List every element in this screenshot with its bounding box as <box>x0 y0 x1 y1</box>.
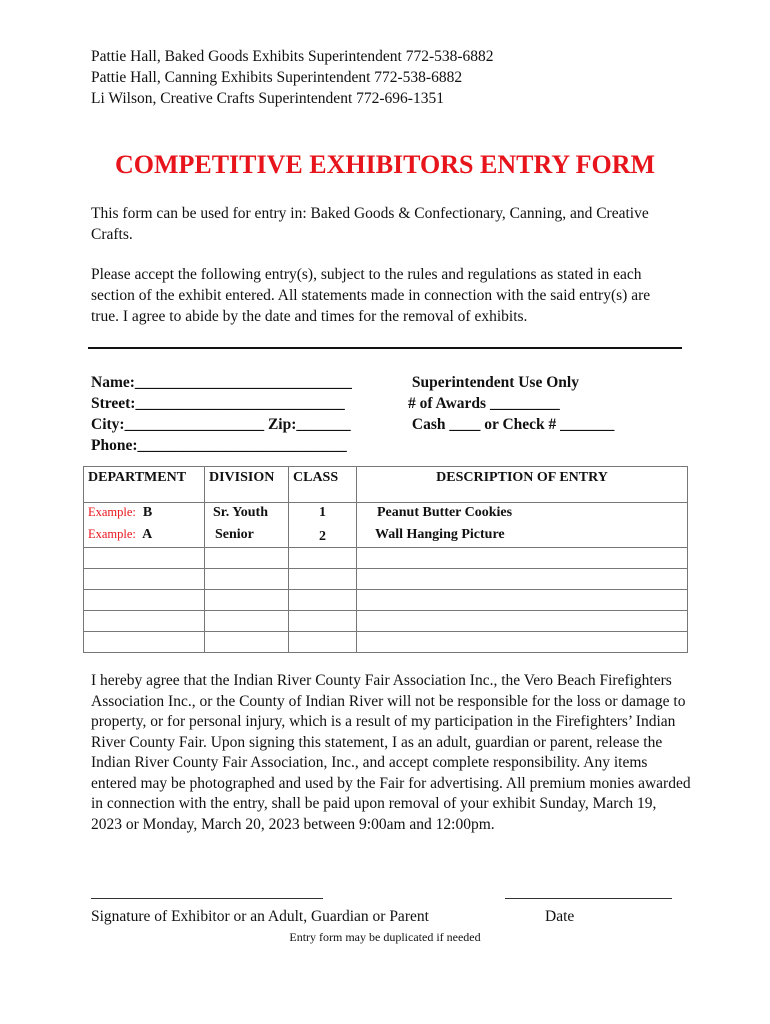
signature-label: Signature of Exhibitor or an Adult, Guardian or Parent <box>91 908 429 925</box>
table-row[interactable] <box>84 611 688 632</box>
header-department: DEPARTMENT <box>84 467 205 503</box>
liability-agreement: I hereby agree that the Indian River County Fair Association Inc., the Vero Beach Firefighters Association Inc., or the County of Indian River will not be responsible for the loss or damage to property, or for personal injury, which is a result of my participation in the Firefighters’ Indian River County Fair. Upon signing this statement, I as an adult, guardian or parent, release the Indian River County Fair Association, Inc., and accept complete responsibility. Any items entered may be photographed and used by the Fair for advertising. All premium monies awarded in connection with the entry, shall be paid upon removal of your exhibit Sunday, March 19, 2023 or Monday, March 20, 2023 between 9:00am and 12:00pm. <box>91 672 691 833</box>
city-zip-field[interactable]: City:__________________ Zip:_______ <box>91 416 351 433</box>
form-title: COMPETITIVE EXHIBITORS ENTRY FORM <box>114 150 656 179</box>
example-division: Sr. Youth <box>205 503 289 524</box>
table-row[interactable] <box>84 590 688 611</box>
payment-field[interactable]: Cash ____ or Check # _______ <box>408 416 615 433</box>
example-label: Example: <box>88 527 136 541</box>
phone-field[interactable]: Phone:___________________________ <box>91 437 347 454</box>
example-class: 2 <box>289 523 357 548</box>
table-row[interactable] <box>84 548 688 569</box>
name-field[interactable]: Name:____________________________ <box>91 374 352 391</box>
example-description: Wall Hanging Picture <box>357 523 688 548</box>
example-row <box>84 503 688 524</box>
example-description: Peanut Butter Cookies <box>357 503 688 524</box>
example-division: Senior <box>205 523 289 548</box>
example-label: Example: <box>88 505 136 519</box>
example-department: Example: A <box>84 523 205 548</box>
intro-paragraph: This form can be used for entry in: Baked Goods & Confectionary, Canning, and Creative Crafts. <box>91 205 649 243</box>
example-row <box>84 523 688 548</box>
exhibitor-info <box>91 372 352 456</box>
awards-field[interactable]: # of Awards _________ <box>408 395 560 412</box>
contact-line: Pattie Hall, Baked Goods Exhibits Superintendent 772-538-6882 <box>91 48 494 65</box>
header-division: DIVISION <box>205 467 289 503</box>
superintendent-use-box <box>408 372 614 435</box>
signature-line[interactable] <box>91 898 323 899</box>
divider-rule <box>88 347 682 349</box>
footer-note: Entry form may be duplicated if needed <box>289 930 481 944</box>
table-row[interactable] <box>84 632 688 653</box>
table-row[interactable] <box>84 569 688 590</box>
street-field[interactable]: Street:___________________________ <box>91 395 345 412</box>
table-header-row <box>84 467 688 503</box>
contact-line: Li Wilson, Creative Crafts Superintendent 772-696-1351 <box>91 90 444 107</box>
header-description: DESCRIPTION OF ENTRY <box>357 467 688 503</box>
superintendent-contacts <box>91 46 494 109</box>
example-department: Example: B <box>84 503 205 524</box>
entry-table <box>83 466 688 653</box>
contact-line: Pattie Hall, Canning Exhibits Superintendent 772-538-6882 <box>91 69 463 86</box>
superintendent-heading: Superintendent Use Only <box>408 374 579 391</box>
example-class: 1 <box>289 503 357 524</box>
statement-paragraph: Please accept the following entry(s), subject to the rules and regulations as stated in each section of the exhibit entered. All statements made in connection with the said entry(s) are true. I agree to abide by the date and times for the removal of exhibits. <box>91 266 651 325</box>
header-class: CLASS <box>289 467 357 503</box>
date-line[interactable] <box>505 898 672 899</box>
date-label: Date <box>545 908 575 925</box>
